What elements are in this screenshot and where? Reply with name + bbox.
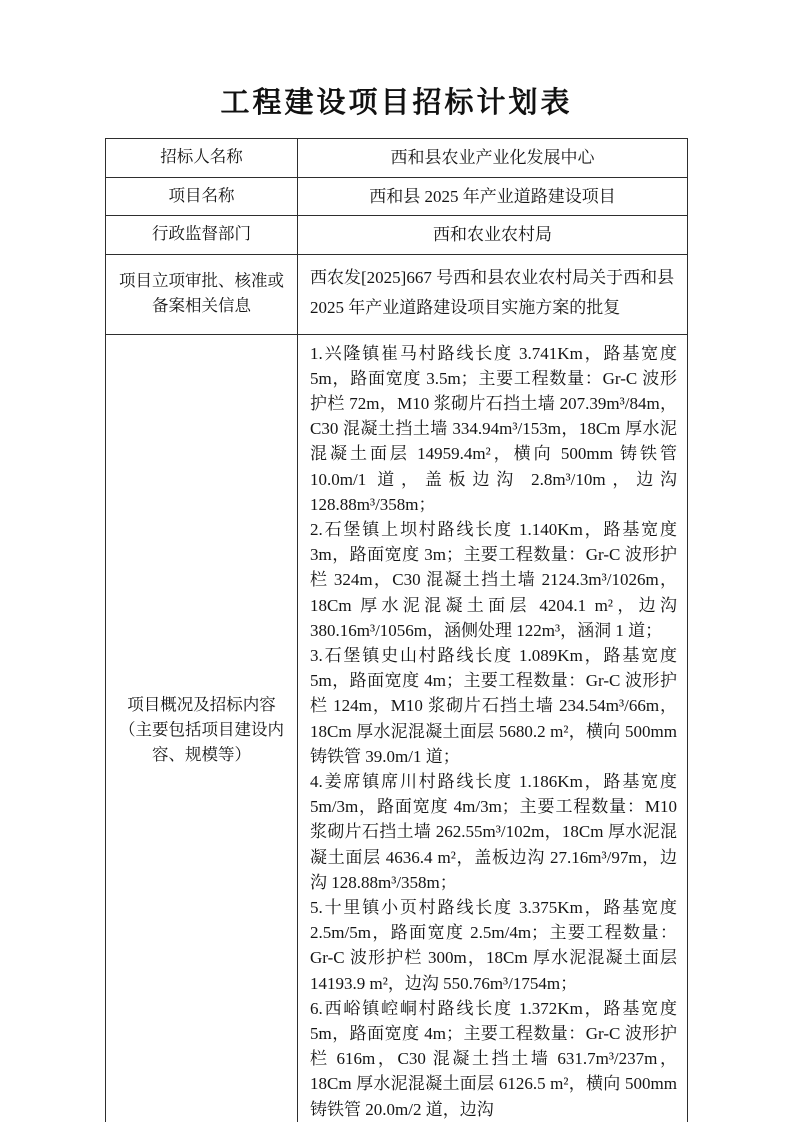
project-scope-item-5: 5.十里镇小页村路线长度 3.375Km，路基宽度 2.5m/5m，路面宽度 2.5m/4m；主要工程数量：Gr-C 波形护栏 300m，18Cm 厚水泥混凝土面层 14193.9 m²，边沟 550.76m³/1754m；	[310, 897, 677, 993]
table-row-project-scope	[106, 334, 688, 1122]
supervisory-dept-label: 行政监督部门	[106, 216, 298, 255]
project-scope-label: 项目概况及招标内容（主要包括项目建设内容、规模等）	[106, 334, 298, 1122]
approval-info-label: 项目立项审批、核准或备案相关信息	[106, 254, 298, 334]
project-scope-item-4: 4.姜席镇席川村路线长度 1.186Km，路基宽度 5m/3m，路面宽度 4m/3m；主要工程数量：M10 浆砌片石挡土墙 262.55m³/102m，18Cm 厚水泥混凝土面层 4636.4 m²，盖板边沟 27.16m³/97m，边沟 128.88m³/358m；	[310, 771, 677, 892]
tenderer-name-label: 招标人名称	[106, 139, 298, 178]
table-row-supervisory-dept	[106, 216, 688, 255]
bidding-plan-table	[105, 138, 688, 1122]
supervisory-dept-value: 西和农业农村局	[298, 216, 688, 255]
document-title: 工程建设项目招标计划表	[220, 87, 573, 119]
table-row-tenderer	[106, 139, 688, 178]
tenderer-name-value: 西和县农业产业化发展中心	[298, 139, 688, 178]
project-scope-item-2: 2.石堡镇上坝村路线长度 1.140Km，路基宽度 3m，路面宽度 3m；主要工程数量：Gr-C 波形护栏 324m，C30 混凝土挡土墙 2124.3m³/1026m，18Cm 厚水泥混凝土面层 4204.1 m²，边沟 380.16m³/1056m，涵侧处理 122m³，涵洞 1 道；	[310, 519, 677, 640]
table-row-approval-info	[106, 254, 688, 334]
approval-info-value: 西农发[2025]667 号西和县农业农村局关于西和县 2025 年产业道路建设项目实施方案的批复	[298, 254, 688, 334]
project-scope-item-6: 6.西峪镇崆峒村路线长度 1.372Km，路基宽度 5m，路面宽度 4m；主要工程数量：Gr-C 波形护栏 616m，C30 混凝土挡土墙 631.7m³/237m，18Cm 厚水泥混凝土面层 6126.5 m²，横向 500mm 铸铁管 20.0m/2 道，边沟	[310, 998, 677, 1119]
project-scope-value	[298, 334, 688, 1122]
project-name-value: 西和县 2025 年产业道路建设项目	[298, 177, 688, 216]
project-name-label: 项目名称	[106, 177, 298, 216]
project-scope-item-3: 3.石堡镇史山村路线长度 1.089Km，路基宽度 5m，路面宽度 4m；主要工程数量：Gr-C 波形护栏 124m，M10 浆砌片石挡土墙 234.54m³/66m，18Cm 厚水泥混凝土面层 5680.2 m²，横向 500mm 铸铁管 39.0m/1 道；	[310, 645, 677, 766]
project-scope-item-1: 1.兴隆镇崔马村路线长度 3.741Km，路基宽度 5m，路面宽度 3.5m；主要工程数量：Gr-C 波形护栏 72m，M10 浆砌片石挡土墙 207.39m³/84m，C30 混凝土挡土墙 334.94m³/153m，18Cm 厚水泥混凝土面层 14959.4m²，横向 500mm 铸铁管 10.0m/1 道，盖板边沟 2.8m³/10m，边沟 128.88m³/358m；	[310, 343, 677, 514]
table-row-project-name	[106, 177, 688, 216]
